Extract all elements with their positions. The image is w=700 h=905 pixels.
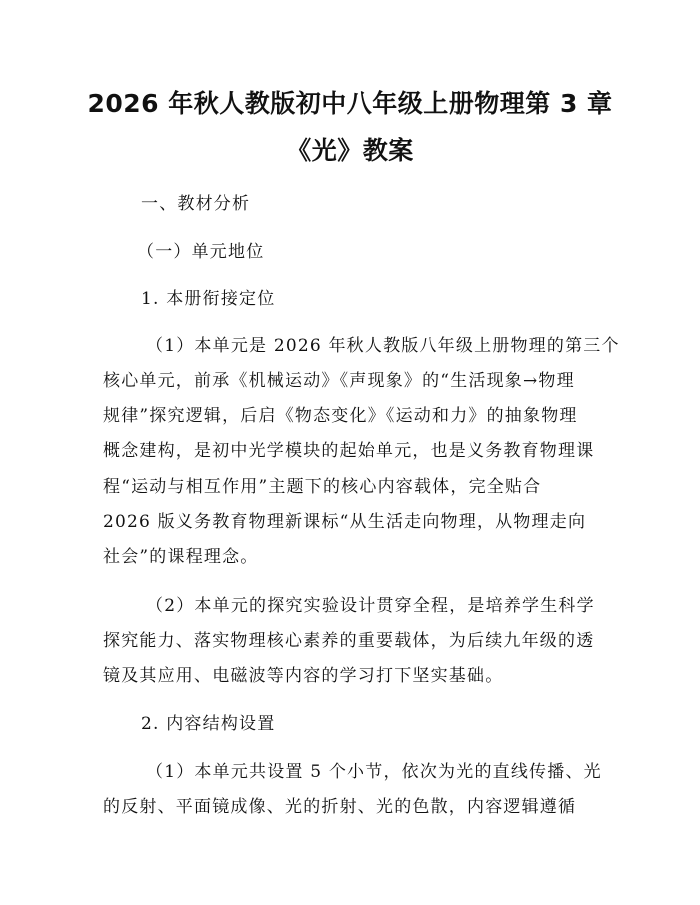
paragraph-1-line: 规律”探究逻辑，后启《物态变化》《运动和力》的抽象物理 [103, 406, 578, 426]
paragraph-2-line: 镜及其应用、电磁波等内容的学习打下坚实基础。 [103, 666, 504, 686]
paragraph-3-line: （1）本单元共设置 5 个小节，依次为光的直线传播、光 [146, 762, 602, 782]
item-heading-volume-connection: 1. 本册衔接定位 [141, 289, 276, 309]
item-heading-content-structure: 2. 内容结构设置 [141, 714, 276, 734]
document-title-line-1: 2026 年秋人教版初中八年级上册物理第 3 章 [87, 89, 613, 118]
section-heading-teaching-material-analysis: 一、教材分析 [141, 194, 251, 214]
paragraph-1-line: 概念建构，是初中光学模块的起始单元，也是义务教育物理课 [103, 441, 595, 461]
paragraph-1-line: 程“运动与相互作用”主题下的核心内容载体，完全贴合 [103, 477, 542, 497]
paragraph-1-line: 核心单元，前承《机械运动》《声现象》的“生活现象→物理 [103, 371, 575, 391]
document-title-line-2: 《光》教案 [286, 136, 414, 165]
paragraph-2-line: （2）本单元的探究实验设计贯穿全程，是培养学生科学 [146, 596, 595, 616]
paragraph-2-line: 探究能力、落实物理核心素养的重要载体，为后续九年级的透 [103, 631, 595, 651]
paragraph-1-line: （1）本单元是 2026 年秋人教版八年级上册物理的第三个 [146, 336, 620, 356]
subsection-heading-unit-position: （一）单元地位 [137, 242, 265, 262]
paragraph-3-line: 的反射、平面镜成像、光的折射、光的色散，内容逻辑遵循 [103, 797, 577, 817]
paragraph-1-line: 2026 版义务教育物理新课标“从生活走向物理，从物理走向 [103, 512, 587, 532]
paragraph-1-line: 社会”的课程理念。 [103, 547, 259, 567]
